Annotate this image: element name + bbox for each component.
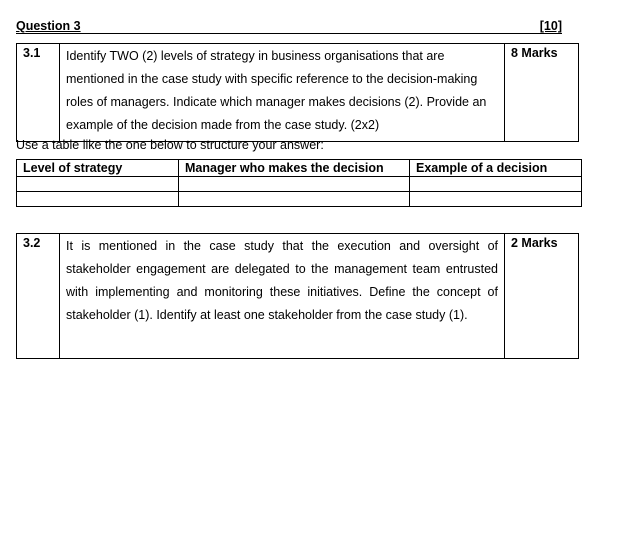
question-3-1-row [17, 44, 579, 142]
question-total-marks: [10] [539, 19, 562, 33]
answer-cell [179, 192, 410, 207]
answer-table-row [17, 192, 582, 207]
answer-cell [410, 192, 582, 207]
answer-header-manager: Manager who makes the decision [179, 160, 410, 177]
answer-structure-table [16, 159, 582, 207]
question-number: 3.2 [17, 234, 60, 359]
instruction-text: Use a table like the one below to structure your answer: [16, 138, 324, 152]
answer-cell [17, 177, 179, 192]
question-marks: 8 Marks [505, 44, 579, 142]
question-header [16, 18, 562, 34]
question-3-2-row [17, 234, 579, 359]
question-number: 3.1 [17, 44, 60, 142]
question-text: It is mentioned in the case study that the execution and oversight of stakeholder engagement are delegated to the management team entrusted with implementing and monitoring these initiatives. Define the concept of stakeholder (1). Identify at least one stakeholder from the case study (1). [60, 234, 505, 359]
answer-header-example: Example of a decision [410, 160, 582, 177]
answer-table-row [17, 177, 582, 192]
question-3-1-table [16, 43, 579, 142]
answer-table-header-row [17, 160, 582, 177]
question-marks: 2 Marks [505, 234, 579, 359]
answer-cell [17, 192, 179, 207]
question-3-2-table [16, 233, 579, 359]
answer-cell [410, 177, 582, 192]
question-text: Identify TWO (2) levels of strategy in business organisations that are mentioned in the case study with specific reference to the decision-making roles of managers. Indicate which manager makes decisions (2). Provide an example of the decision made from the case study. (2x2) [60, 44, 505, 142]
answer-header-level: Level of strategy [17, 160, 179, 177]
question-title: Question 3 [16, 19, 81, 33]
answer-cell [179, 177, 410, 192]
